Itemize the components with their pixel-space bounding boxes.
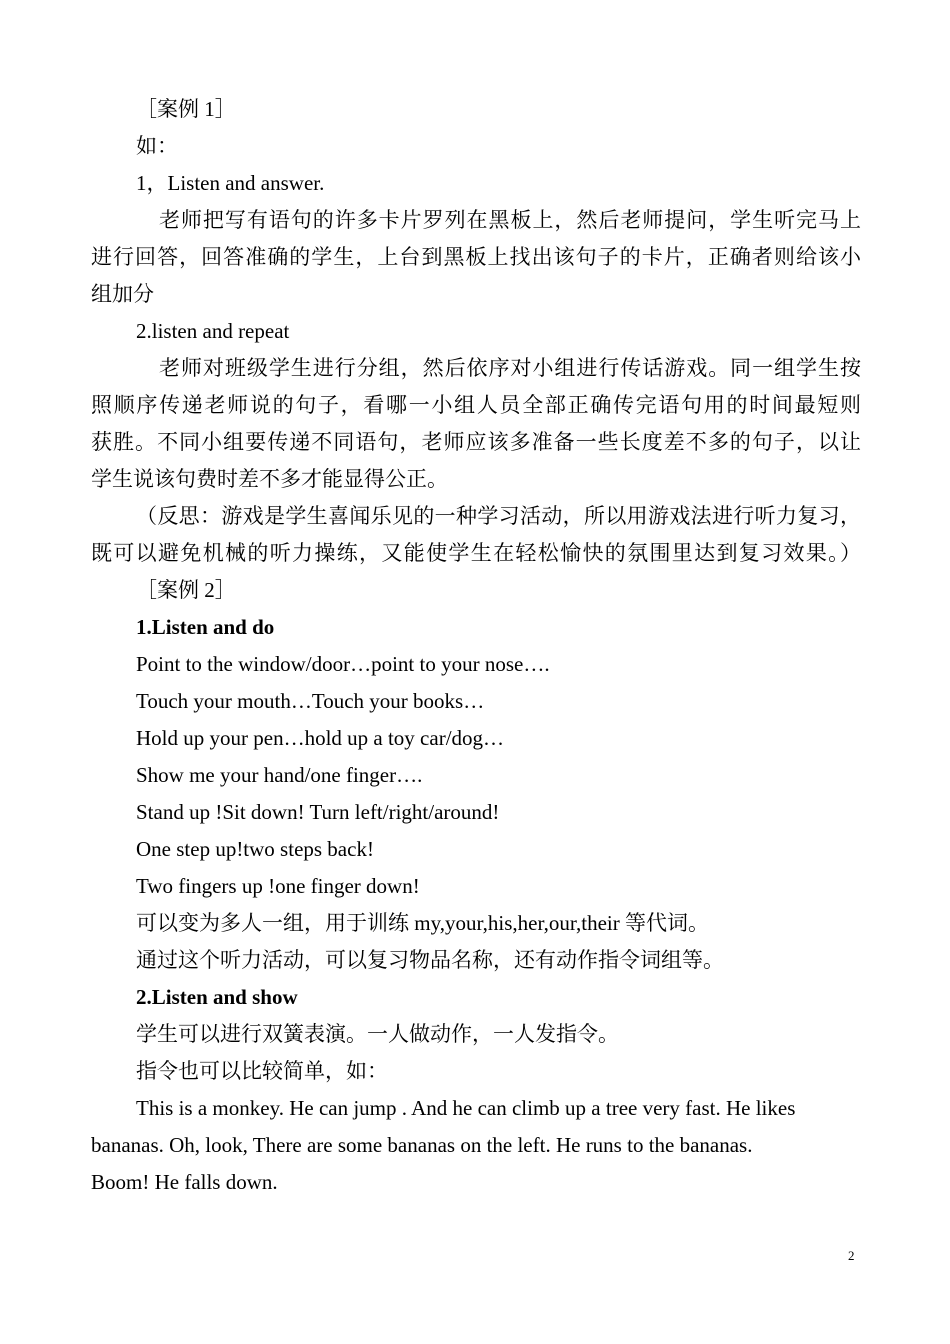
case1-item1-line: 老师把写有语句的许多卡片罗列在黑板上，然后老师提问，学生听完马上 — [159, 208, 861, 232]
case2-note: 通过这个听力活动，可以复习物品名称，还有动作指令词组等。 — [136, 948, 724, 972]
case2-command: Hold up your pen…hold up a toy car/dog… — [136, 726, 505, 750]
case1-item2-line: 老师对班级学生进行分组，然后依序对小组进行传话游戏。同一组学生按 — [159, 356, 861, 380]
case1-item2-line: 照顺序传递老师说的句子，看哪一小组人员全部正确传完语句用的时间最短则 — [91, 393, 861, 417]
case1-item1-line: 组加分 — [91, 282, 154, 306]
case2-item1-title: 1.Listen and do — [136, 615, 275, 639]
page-number: 2 — [848, 1248, 855, 1263]
case2-command: One step up!two steps back! — [136, 837, 374, 861]
case2-story-line: This is a monkey. He can jump . And he can climb up a tree very fast. He likes — [136, 1096, 796, 1120]
case2-item2-line: 学生可以进行双簧表演。一人做动作，一人发指令。 — [136, 1022, 619, 1046]
case2-command: Show me your hand/one finger…. — [136, 763, 423, 787]
case2-heading: ［案例 2］ — [136, 578, 236, 602]
case1-reflection-line: （反思：游戏是学生喜闻乐见的一种学习活动，所以用游戏法进行听力复习， — [136, 504, 861, 528]
case1-item2-title: 2.listen and repeat — [136, 319, 290, 343]
case1-item2-line: 获胜。不同小组要传递不同语句，老师应该多准备一些长度差不多的句子，以让 — [91, 430, 861, 454]
case2-command: Touch your mouth…Touch your books… — [136, 689, 485, 713]
case1-heading: ［案例 1］ — [136, 97, 236, 121]
case2-command: Two fingers up !one finger down! — [136, 874, 420, 898]
case1-item1-title: 1，Listen and answer. — [136, 171, 325, 195]
case2-item2-line: 指令也可以比较简单，如： — [136, 1059, 388, 1083]
case2-note: 可以变为多人一组，用于训练 my,your,his,her,our,their 等代词。 — [136, 911, 709, 935]
case1-intro: 如： — [136, 134, 178, 158]
case2-story-line: bananas. Oh, look, There are some bananas on the left. He runs to the bananas. — [91, 1133, 753, 1157]
case1-reflection-line: 既可以避免机械的听力操练，又能使学生在轻松愉快的氛围里达到复习效果。） — [91, 541, 861, 565]
case2-command: Point to the window/door…point to your nose…. — [136, 652, 550, 676]
case2-story-line: Boom! He falls down. — [91, 1170, 278, 1194]
case2-item2-title: 2.Listen and show — [136, 985, 298, 1009]
case1-item2-line: 学生说该句费时差不多才能显得公正。 — [91, 467, 448, 491]
case1-item1-line: 进行回答，回答准确的学生，上台到黑板上找出该句子的卡片，正确者则给该小 — [91, 245, 861, 269]
case2-command: Stand up !Sit down! Turn left/right/around! — [136, 800, 500, 824]
